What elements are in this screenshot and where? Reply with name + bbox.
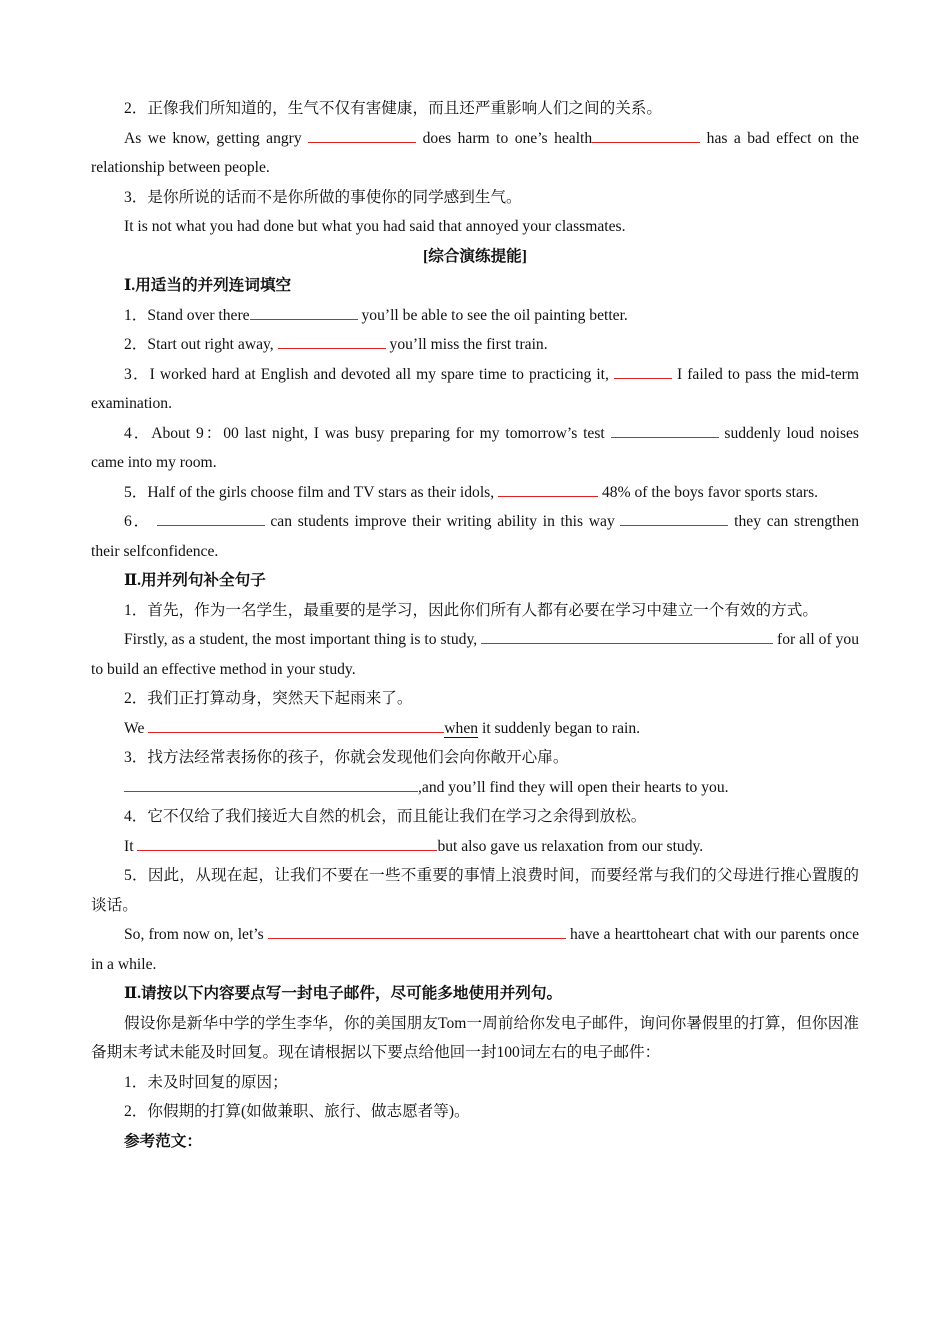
part1-q2	[91, 330, 859, 360]
part2-s3-cn: 3．找方法经常表扬你的孩子，你就会发现他们会向你敞开心扉。	[124, 749, 569, 766]
answer-blank[interactable]	[268, 923, 566, 939]
text: I failed to pass the mid-term examination.	[91, 365, 859, 412]
answer-blank[interactable]	[614, 363, 672, 379]
answer-blank[interactable]	[620, 510, 728, 526]
part2-s3-en	[91, 773, 859, 803]
part2-s2-en	[91, 714, 859, 744]
part1-q5	[91, 478, 859, 508]
sample-essay-label: 参考范文：	[124, 1132, 202, 1150]
part3-point2: 2．你假期的打算(如做兼职、旅行、做志愿者等)。	[124, 1103, 470, 1120]
text: for all of you to build an effective method in your study.	[91, 631, 859, 678]
text: So, from now on, let’s	[124, 926, 264, 943]
answer-blank[interactable]	[137, 835, 437, 851]
text: but also gave us relaxation from our study.	[437, 837, 704, 855]
text: 6．	[124, 513, 151, 530]
part3-prompt: 假设你是新华中学的学生李华，你的美国朋友Tom一周前给你发电子邮件，询问你暑假里的打算，但你因准备期末考试未能及时回复。现在请根据以下要点给他回一封100词左右的电子邮件：	[91, 1014, 859, 1061]
part2-s4-cn: 4．它不仅给了我们接近大自然的机会，而且能让我们在学习之余得到放松。	[124, 808, 647, 825]
text: 5．Half of the girls choose film and TV stars as their idols,	[124, 483, 495, 501]
answer-blank[interactable]	[278, 333, 386, 349]
text: can students improve their writing ability in this way	[270, 513, 615, 530]
text: ,and you’ll find they will open their hearts to you.	[418, 778, 729, 796]
intro-item3-en: It is not what you had done but what you had said that annoyed your classmates.	[124, 218, 626, 235]
text: has a bad effect on the relationship between people.	[91, 129, 859, 176]
section-title: [综合演练提能]	[423, 247, 527, 265]
intro-item3-cn: 3．是你所说的话而不是你所做的事使你的同学感到生气。	[124, 188, 522, 206]
text: suddenly loud noises came into my room.	[91, 424, 859, 471]
part2-s1-en	[91, 625, 859, 684]
part1-q4	[91, 419, 859, 478]
text: 1．Stand over there	[124, 306, 250, 324]
part3-point1: 1．未及时回复的原因；	[124, 1073, 288, 1091]
intro-item2-en	[91, 124, 859, 183]
answer-blank[interactable]	[611, 422, 719, 438]
answer-blank[interactable]	[124, 776, 418, 792]
text: Firstly, as a student, the most important thing is to study,	[124, 631, 478, 648]
text: 2．Start out right away,	[124, 336, 274, 353]
text: 48% of the boys favor sports stars.	[601, 483, 819, 501]
text: they can strengthen their selfconfidence.	[91, 513, 859, 560]
part2-s5-cn: 5．因此，从现在起，让我们不要在一些不重要的事情上浪费时间，而要经常与我们的父母进行推心置腹的谈话。	[91, 867, 859, 914]
text: does harm to one’s health	[422, 129, 593, 147]
text: it suddenly began to rain.	[481, 719, 641, 737]
answer-blank[interactable]	[148, 717, 444, 733]
worksheet-page	[91, 94, 859, 1156]
intro-item2-cn: 2．正像我们所知道的，生气不仅有害健康，而且还严重影响人们之间的关系。	[124, 100, 662, 117]
text: As we know, getting angry	[124, 129, 302, 147]
text: 4．About 9：00 last night, I was busy preparing for my tomorrow’s test	[124, 424, 605, 442]
answer-blank[interactable]	[498, 481, 598, 497]
text: have a hearttoheart chat with our parents once in a while.	[91, 926, 859, 973]
part1-q6	[91, 507, 859, 566]
text: We	[124, 719, 145, 737]
part2-s1-cn: 1．首先，作为一名学生，最重要的是学习，因此你们所有人都有必要在学习中建立一个有效的方式。	[124, 601, 818, 619]
part1-heading: Ⅰ.用适当的并列连词填空	[124, 277, 292, 294]
answer-blank[interactable]	[592, 127, 700, 143]
text: It	[124, 837, 134, 855]
text: you’ll miss the first train.	[389, 336, 548, 353]
part2-s5-en	[91, 920, 859, 979]
text: 3．I worked hard at English and devoted all my spare time to practicing it,	[124, 365, 609, 383]
text: you’ll be able to see the oil painting better.	[361, 306, 628, 324]
answer-blank[interactable]	[157, 510, 265, 526]
answer-blank[interactable]	[308, 127, 416, 143]
part2-s4-en	[91, 832, 859, 862]
part2-s2-cn: 2．我们正打算动身，突然天下起雨来了。	[124, 690, 413, 707]
part1-q3	[91, 360, 859, 419]
underlined-word: when	[444, 719, 479, 737]
part3-heading: Ⅱ.请按以下内容要点写一封电子邮件，尽可能多地使用并列句。	[124, 985, 563, 1002]
answer-blank[interactable]	[250, 304, 358, 320]
answer-blank[interactable]	[481, 628, 773, 644]
part2-heading: Ⅱ.用并列句补全句子	[124, 572, 266, 589]
part1-q1	[91, 301, 859, 331]
